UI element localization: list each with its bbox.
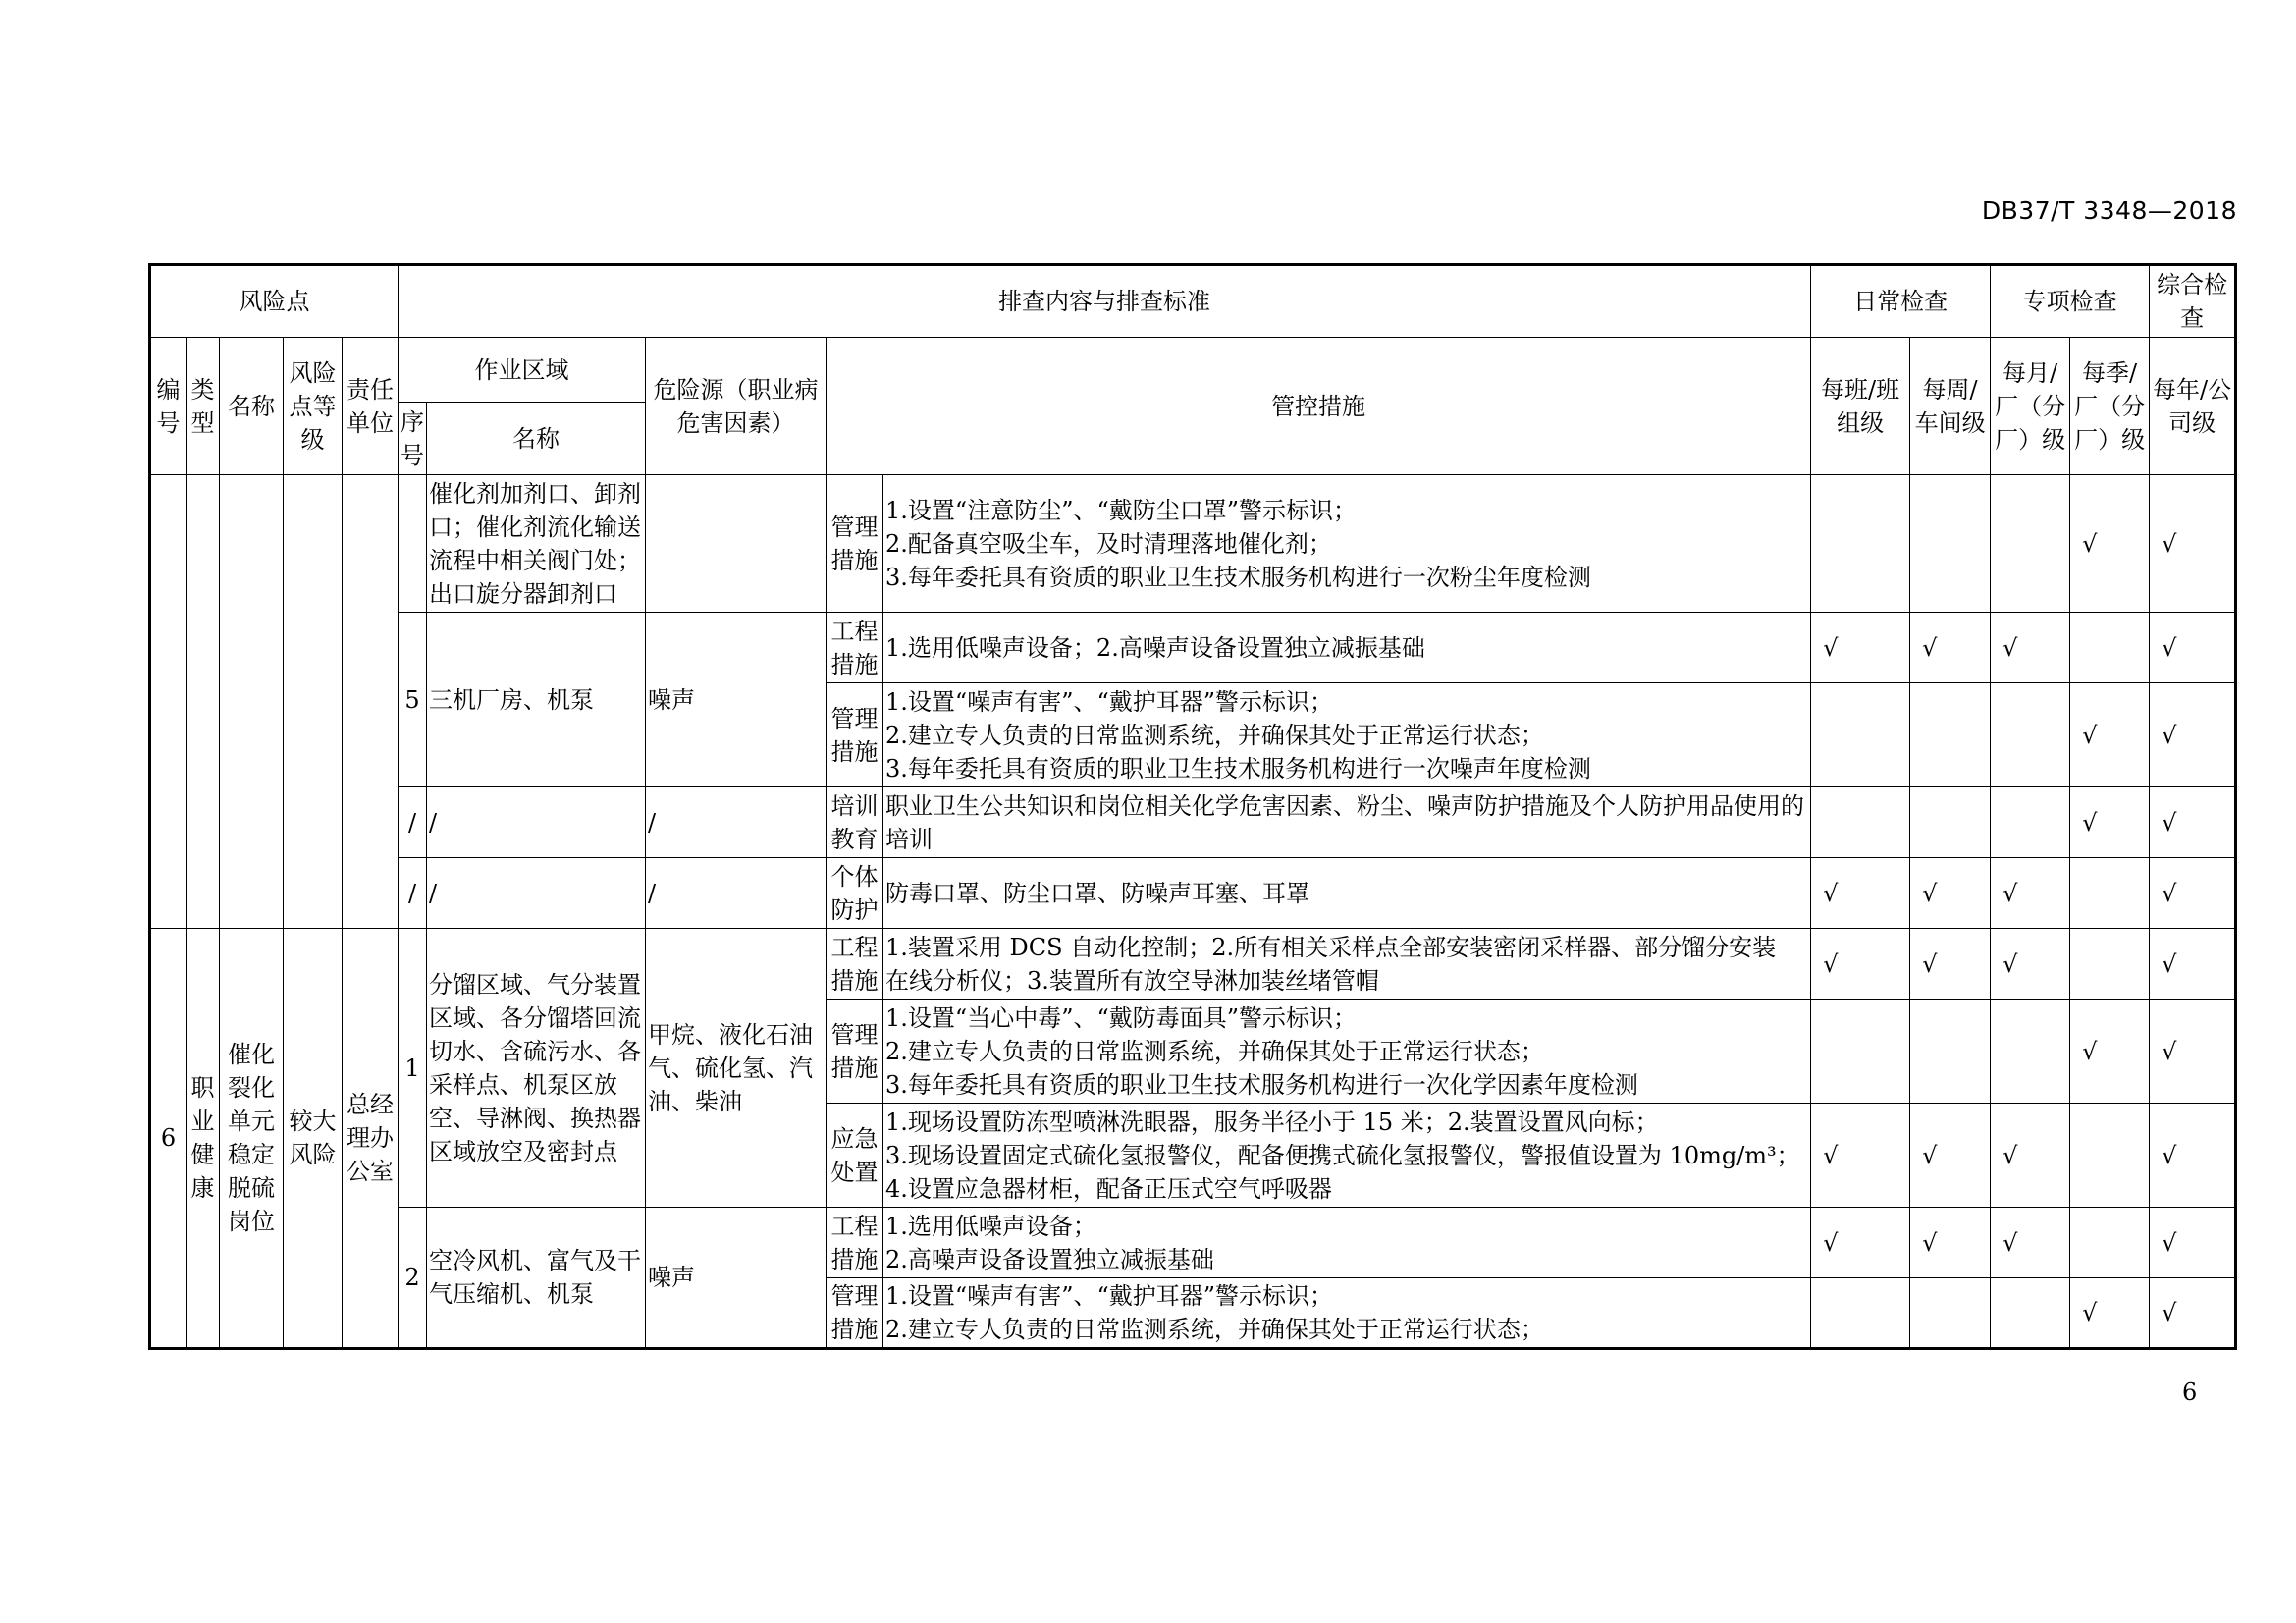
cell-hazard: 噪声 (646, 613, 827, 787)
cell-check (1811, 1278, 1910, 1349)
table-row (150, 929, 2236, 1000)
table-row (150, 1208, 2236, 1278)
measure-line: 2.建立专人负责的日常监测系统，并确保其处于正常运行状态； (885, 721, 1544, 749)
check-mark: √ (1811, 1208, 1910, 1278)
table-row (150, 787, 2236, 858)
cell-area-seq: 5 (399, 613, 427, 787)
check-mark: √ (2150, 1278, 2236, 1349)
cell-name-empty (220, 475, 284, 929)
cell-measure-type: 工程措施 (827, 929, 883, 1000)
cell-check (1811, 683, 1910, 787)
cell-area-name: 三机厂房、机泵 (427, 613, 646, 787)
measure-line: 4.设置应急器材柜，配备正压式空气呼吸器 (885, 1174, 1332, 1203)
measure-line: 防毒口罩、防尘口罩、防噪声耳塞、耳罩 (885, 879, 1310, 907)
table-row (150, 858, 2236, 929)
cell-check (2070, 1208, 2150, 1278)
check-mark: √ (2150, 858, 2236, 929)
cell-area-name: / (427, 787, 646, 858)
table-row (150, 475, 2236, 613)
cell-hazard: 甲烷、液化石油气、硫化氢、汽油、柴油 (646, 929, 827, 1208)
header-risk-point: 风险点 (150, 265, 399, 338)
check-mark: √ (1910, 929, 1991, 1000)
cell-hazard: 噪声 (646, 1208, 827, 1349)
header-row-1 (150, 265, 2236, 338)
cell-hazard: / (646, 858, 827, 929)
header-special-check: 专项检查 (1991, 265, 2150, 338)
check-mark: √ (1910, 613, 1991, 683)
header-comprehensive-check: 综合检查 (2150, 265, 2236, 338)
cell-check (1991, 683, 2070, 787)
header-area-seq: 序号 (399, 403, 427, 475)
cell-measure-text: 职业卫生公共知识和岗位相关化学危害因素、粉尘、噪声防护措施及个人防护用品使用的培训 (883, 787, 1811, 858)
header-hazard: 危险源（职业病危害因素） (646, 338, 827, 475)
cell-measure-text (883, 1208, 1811, 1278)
cell-measure-type: 工程措施 (827, 613, 883, 683)
cell-no: 6 (150, 929, 187, 1349)
header-name: 名称 (220, 338, 284, 475)
check-mark: √ (2070, 683, 2150, 787)
measure-line: 1.设置“噪声有害”、“戴护耳器”警示标识； (885, 1282, 1334, 1310)
measure-line: 3.每年委托具有资质的职业卫生技术服务机构进行一次噪声年度检测 (885, 754, 1591, 783)
measure-line: 3.每年委托具有资质的职业卫生技术服务机构进行一次粉尘年度检测 (885, 563, 1591, 591)
measure-line: 1.设置“噪声有害”、“戴护耳器”警示标识； (885, 687, 1334, 716)
check-mark: √ (1991, 1208, 2070, 1278)
document-id: DB37/T 3348—2018 (1981, 196, 2237, 225)
measure-line: 2.配备真空吸尘车，及时清理落地催化剂； (885, 529, 1332, 558)
measure-line: 在线分析仪；3.装置所有放空导淋加装丝堵管帽 (885, 966, 1379, 995)
cell-measure-type: 管理措施 (827, 1000, 883, 1104)
measure-line: 1.现场设置防冻型喷淋洗眼器，服务半径小于 15 米；2.装置设置风向标； (885, 1108, 1659, 1136)
cell-check (1991, 475, 2070, 613)
check-mark: √ (2150, 475, 2236, 613)
header-per-month: 每月/厂（分厂）级 (1991, 338, 2070, 475)
check-mark: √ (1811, 858, 1910, 929)
cell-no-empty (150, 475, 187, 929)
header-measures: 管控措施 (827, 338, 1811, 475)
cell-area-seq: 1 (399, 929, 427, 1208)
cell-area-seq: / (399, 787, 427, 858)
cell-check (1811, 1000, 1910, 1104)
check-mark: √ (2070, 1278, 2150, 1349)
measure-line: 1.选用低噪声设备； (885, 1212, 1096, 1240)
cell-type-empty (187, 475, 220, 929)
cell-area-seq (399, 475, 427, 613)
measure-line: 1.装置采用 DCS 自动化控制；2.所有相关采样点全部安装密闭采样器、部分馏分安装 (885, 933, 1777, 961)
cell-check (1991, 787, 2070, 858)
header-type: 类型 (187, 338, 220, 475)
check-mark: √ (2150, 1104, 2236, 1208)
check-mark: √ (1991, 1104, 2070, 1208)
check-mark: √ (2070, 787, 2150, 858)
cell-check (1910, 475, 1991, 613)
cell-check (2070, 1104, 2150, 1208)
cell-check (1910, 787, 1991, 858)
cell-check (1811, 475, 1910, 613)
check-mark: √ (1991, 858, 2070, 929)
check-mark: √ (2150, 929, 2236, 1000)
cell-check (2070, 613, 2150, 683)
cell-area-seq: 2 (399, 1208, 427, 1349)
header-no: 编号 (150, 338, 187, 475)
check-mark: √ (2150, 613, 2236, 683)
cell-measure-text (883, 858, 1811, 929)
check-mark: √ (2070, 1000, 2150, 1104)
cell-measure-text (883, 613, 1811, 683)
check-mark: √ (1910, 858, 1991, 929)
check-mark: √ (1811, 613, 1910, 683)
check-mark: √ (2150, 1000, 2236, 1104)
header-per-quarter: 每季/厂（分厂）级 (2070, 338, 2150, 475)
cell-check (2070, 858, 2150, 929)
cell-measure-type: 个体防护 (827, 858, 883, 929)
cell-measure-text (883, 929, 1811, 1000)
cell-measure-text (883, 475, 1811, 613)
cell-measure-text (883, 1278, 1811, 1349)
cell-area-name: 分馏区域、气分装置区域、各分馏塔回流切水、含硫污水、各采样点、机泵区放空、导淋阀、换热器区域放空及密封点 (427, 929, 646, 1208)
cell-measure-type: 应急处置 (827, 1104, 883, 1208)
header-area: 作业区域 (399, 338, 646, 403)
cell-area-name: / (427, 858, 646, 929)
table-row (150, 613, 2236, 683)
risk-check-table (148, 263, 2237, 1350)
cell-measure-type: 管理措施 (827, 475, 883, 613)
header-row-2 (150, 338, 2236, 403)
cell-measure-type: 培训教育 (827, 787, 883, 858)
cell-measure-text (883, 1104, 1811, 1208)
cell-check (1910, 1278, 1991, 1349)
header-content: 排查内容与排查标准 (399, 265, 1811, 338)
cell-level: 较大风险 (284, 929, 343, 1349)
measure-line: 2.高噪声设备设置独立减振基础 (885, 1245, 1214, 1273)
check-mark: √ (1910, 1208, 1991, 1278)
cell-check (1910, 1000, 1991, 1104)
measure-line: 3.每年委托具有资质的职业卫生技术服务机构进行一次化学因素年度检测 (885, 1070, 1638, 1099)
check-mark: √ (2150, 1208, 2236, 1278)
cell-area-seq: / (399, 858, 427, 929)
header-per-year: 每年/公司级 (2150, 338, 2236, 475)
check-mark: √ (1991, 929, 2070, 1000)
header-daily-check: 日常检查 (1811, 265, 1991, 338)
measure-line: 1.选用低噪声设备；2.高噪声设备设置独立减振基础 (885, 633, 1425, 662)
check-mark: √ (2150, 787, 2236, 858)
cell-hazard (646, 475, 827, 613)
cell-check (2070, 929, 2150, 1000)
header-per-shift: 每班/班组级 (1811, 338, 1910, 475)
measure-line: 2.建立专人负责的日常监测系统，并确保其处于正常运行状态； (885, 1037, 1544, 1065)
cell-measure-type: 管理措施 (827, 683, 883, 787)
measure-line: 1.设置“注意防尘”、“戴防尘口罩”警示标识； (885, 496, 1358, 524)
check-mark: √ (1811, 929, 1910, 1000)
cell-name: 催化裂化单元稳定脱硫岗位 (220, 929, 284, 1349)
cell-measure-type: 工程措施 (827, 1208, 883, 1278)
header-area-name: 名称 (427, 403, 646, 475)
measure-line: 1.设置“当心中毒”、“戴防毒面具”警示标识； (885, 1003, 1358, 1032)
cell-check (1991, 1000, 2070, 1104)
cell-measure-text (883, 1000, 1811, 1104)
check-mark: √ (1991, 613, 2070, 683)
measure-line: 2.建立专人负责的日常监测系统，并确保其处于正常运行状态； (885, 1316, 1544, 1343)
check-mark: √ (1910, 1104, 1991, 1208)
cell-unit-empty (343, 475, 399, 929)
cell-type: 职业健康 (187, 929, 220, 1349)
cell-measure-text (883, 683, 1811, 787)
cell-area-name: 空冷风机、富气及干气压缩机、机泵 (427, 1208, 646, 1349)
header-level: 风险点等级 (284, 338, 343, 475)
cell-area-name: 催化剂加剂口、卸剂口；催化剂流化输送流程中相关阀门处；出口旋分器卸剂口 (427, 475, 646, 613)
measure-line: 3.现场设置固定式硫化氢报警仪，配备便携式硫化氢报警仪，警报值设置为 10mg/m³； (885, 1141, 1800, 1169)
cell-measure-type: 管理措施 (827, 1278, 883, 1349)
cell-check (1910, 683, 1991, 787)
header-unit: 责任单位 (343, 338, 399, 475)
header-per-week: 每周/车间级 (1910, 338, 1991, 475)
check-mark: √ (1811, 1104, 1910, 1208)
check-mark: √ (2150, 683, 2236, 787)
cell-level-empty (284, 475, 343, 929)
cell-unit: 总经理办公室 (343, 929, 399, 1349)
cell-hazard: / (646, 787, 827, 858)
page-number: 6 (2182, 1379, 2198, 1406)
check-mark: √ (2070, 475, 2150, 613)
cell-check (1991, 1278, 2070, 1349)
cell-check (1811, 787, 1910, 858)
